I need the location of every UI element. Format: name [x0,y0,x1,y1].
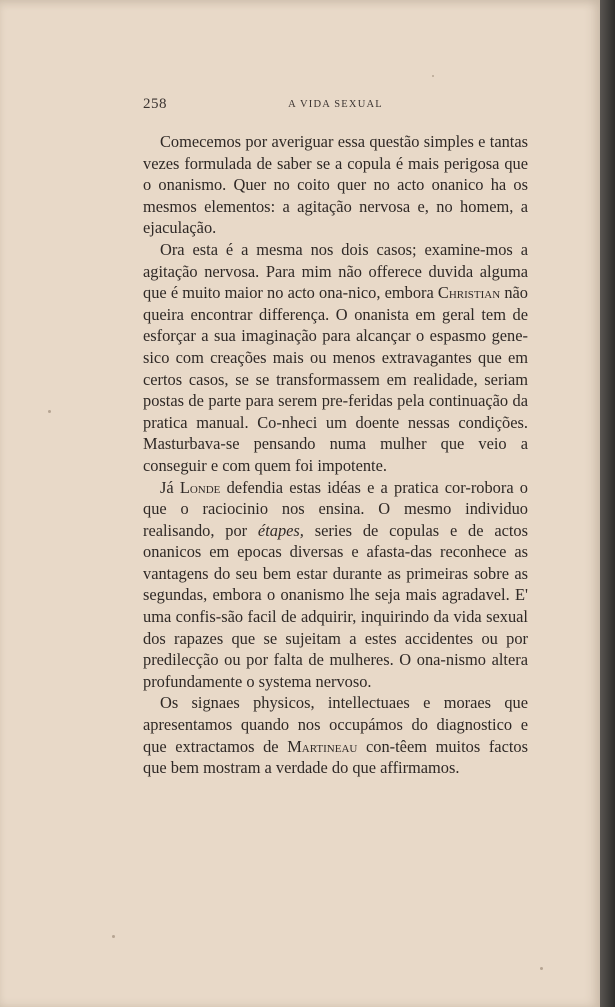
text-run: Já [160,477,180,497]
paragraph [143,239,528,477]
author-name-martineau: Martineau [287,736,358,756]
text-run: não queira encontrar differença. O onanista em geral tem de esforçar a sua imaginação para alcançar o espasmo gene-sico com creações mais ou menos extravagantes que em certos casos, se se transformassem em realidade, seriam postas de parte para serem pre-feridas pela continuação da pratica manual. Co-nheci um doente nessas condições. Masturbava-se pensando numa mulher que veio a conseguir e com quem foi impotente. [143,283,529,475]
text-run: Comecemos por averiguar essa questão simples e tantas vezes formulada de saber se a copula é mais perigosa que o onanismo. Quer no coito quer no acto onanico ha os mesmos elementos: a agitação nervosa e, no homem, a ejaculação. [143,132,528,238]
paper-speck [112,935,115,938]
paragraph [143,131,528,239]
paper-speck [48,410,51,413]
text-run: Ora esta é a mesma nos dois casos; examine-mos a agitação nervosa. Para mim não offerece duvida alguma que é muito maior no acto ona-nico, embora [143,239,528,303]
author-name-christian: Christian [437,283,501,303]
author-name-londe: Londe [179,477,221,497]
paper-speck [432,75,434,77]
text-run: series de copulas e de actos onanicos em epocas diversas e afasta-das reconhece as vantagens do seu bem estar durante as primeiras sobre as segundas, embora o onanismo lhe seja mais agradavel. E' uma confis-são facil de adquirir, inquirindo da vida sexual dos rapazes que se sujeitam a estes accidentes ou por predilecção ou por falta de mulheres. O ona-nismo altera profundamente o systema nervoso. [143,520,529,691]
page-number: 258 [143,96,167,112]
text-run: con-têem muitos factos que bem mostram a verdade do que affirmamos. [143,736,528,778]
paper-speck [540,967,543,970]
italic-term: étapes, [257,520,304,540]
page-edge [600,0,615,1007]
text-run: Os signaes physicos, intellectuaes e moraes que apresentamos quando nos occupámos do diagnostico e que extractamos de [143,693,528,756]
body-text [143,131,528,779]
paragraph [143,477,528,693]
text-run: defendia estas idéas e a pratica cor-robora o que o raciocinio nos ensina. O mesmo individuo realisando, por [143,477,528,540]
page-header [143,96,528,116]
paragraph [143,692,528,778]
running-title: A VIDA SEXUAL [288,99,383,110]
